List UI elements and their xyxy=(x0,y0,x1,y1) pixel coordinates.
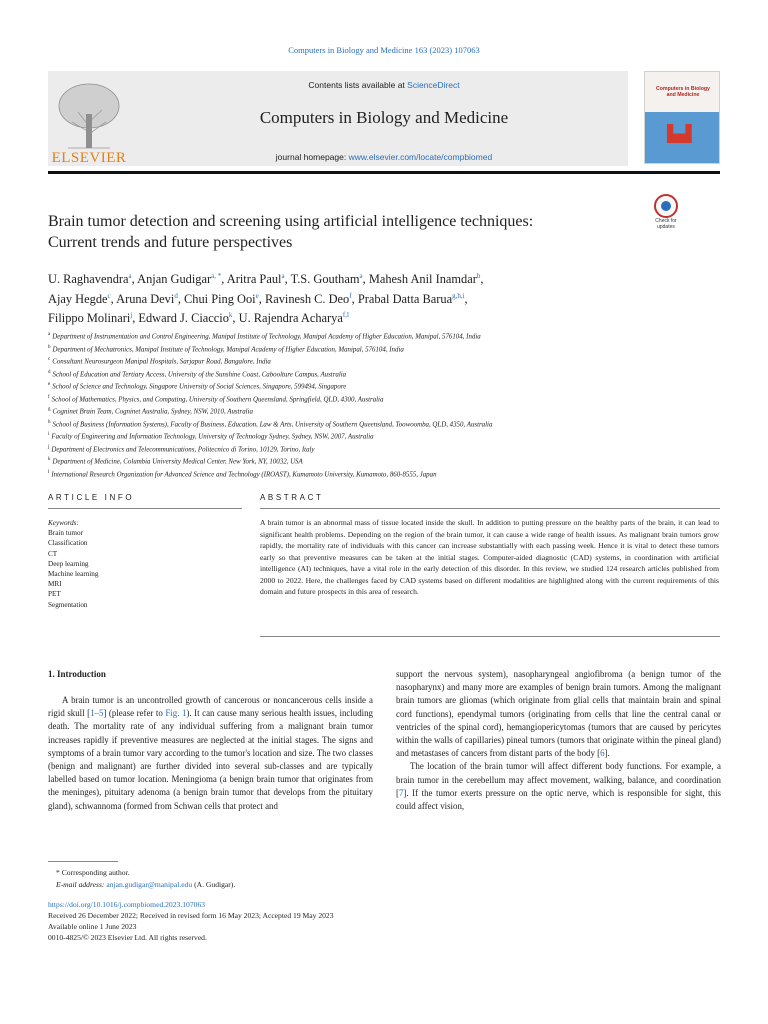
contents-prefix: Contents lists available at xyxy=(308,80,408,90)
contents-available-line xyxy=(140,80,628,90)
body-column-left xyxy=(48,694,373,813)
keyword: Segmentation xyxy=(48,600,88,609)
affiliation-marker[interactable]: k xyxy=(228,311,233,320)
introduction-heading: 1. Introduction xyxy=(48,669,106,679)
check-updates-label: Check for updates xyxy=(655,218,677,230)
affiliation-marker[interactable]: a xyxy=(128,272,132,280)
copyright-line: 0010-4825/© 2023 Elsevier Ltd. All rights reserved. xyxy=(48,933,207,942)
affiliation-item: $^i$ Faculty of Engineering and Information Technology, University of Technology Sydney, Sydney, NSW, 2007, Australia xyxy=(48,432,374,441)
journal-reference[interactable]: Computers in Biology and Medicine 163 (2023) 107063 xyxy=(288,45,480,55)
affiliation-marker[interactable]: c xyxy=(107,291,111,300)
check-for-updates-badge[interactable] xyxy=(648,194,684,232)
available-online: Available online 1 June 2023 xyxy=(48,922,137,931)
paper-title-line-2: Current trends and future perspectives xyxy=(48,234,293,251)
figure-link[interactable]: Fig. 1 xyxy=(165,708,187,719)
journal-homepage-link[interactable]: www.elsevier.com/locate/compbiomed xyxy=(348,152,493,162)
article-info-rule xyxy=(48,508,242,509)
keyword: CT xyxy=(48,549,58,558)
affiliation-marker[interactable]: f xyxy=(349,291,352,300)
author-name: Aritra Paul xyxy=(226,272,282,287)
keyword: PET xyxy=(48,590,61,599)
citation-link[interactable]: 7 xyxy=(398,787,404,798)
affiliation-item: $^e$ School of Science and Technology, Singapore University of Social Sciences, Singapore, 599494, Singapore xyxy=(48,382,347,391)
affiliation-marker[interactable]: f,l xyxy=(342,311,349,320)
body-paragraph: A brain tumor is an uncontrolled growth of cancerous or noncancerous cells inside a rigid skull [1–5] (please refer to Fig. 1). It can cause many serious health issues, including death. The mortality rate of any individual suffering from a malignant brain tumor increases rapidly if preventive measures are neglected at the initial stages. The signs and symptoms of a brain tumor vary according to the tumor's location and size. The two classes (benign and malignant) are further divided into several sub-classes and are typically labelled based on tumor location. Meningioma (a benign brain tumor that originates from the meninges), pituitary adenoma (a benign brain tumor that develops from the pituitary gland), schwannoma (formed from Schwan cells that protect and xyxy=(48,695,373,811)
affiliation-marker[interactable]: j xyxy=(130,311,133,320)
author-name: Anjan Gudigar xyxy=(137,272,212,287)
affiliation-item: $^k$ Department of Medicine, Columbia University Medical Center, New York, NY, 10032, USA xyxy=(48,457,303,466)
affiliation-item: $^b$ Department of Mechatronics, Manipal Institute of Technology, Manipal Academy of Higher Education, Manipal, 576104, India xyxy=(48,344,404,353)
footnote-divider xyxy=(48,861,118,862)
homepage-prefix: journal homepage: xyxy=(275,152,349,162)
keyword: MRI xyxy=(48,580,62,589)
abstract-text: A brain tumor is an abnormal mass of tissue located inside the skull. In addition to putting pressure on the healthy parts of the brain, it can lead to significant health problems. Depending on the region of the brain tumor, it can cause a wide range of health issues. As malignant brain tumors grow rapidly, the mortality rate of individuals with this cancer can increase substantially with each passing week. Hence it is vital to detect these tumors early so that preventive measures can be taken at the initial stages. Computer-aided diagnostic (CAD) systems, in coordination with artificial intelligence (AI) techniques, have a vital role in the early detection of this disorder. In this review, we studied 124 research articles published from 2000 to 2022. Here, the challenges faced by CAD systems based on different modalities are highlighted along with the current requirements of this domain and future prospects in this area of research. xyxy=(260,518,719,596)
author-name: Chui Ping Ooi xyxy=(184,291,256,306)
affiliation-item: $^h$ School of Business (Information Systems), Faculty of Business, Education, Law & Arts, University of Southern Queensland, Toowoomba, QLD, 4350, Australia xyxy=(48,419,493,428)
affiliation-item: $^j$ Department of Electronics and Telecommunications, Politecnico di Torino, 10129, Torino, Italy xyxy=(48,444,315,453)
cover-title: Computers in Biology and Medicine xyxy=(656,86,710,98)
affiliation-marker[interactable]: e xyxy=(255,291,259,300)
abstract-rule-bottom xyxy=(260,636,720,637)
body-column-right xyxy=(396,668,721,813)
keyword: Machine learning xyxy=(48,570,99,579)
paper-title-line-1: Brain tumor detection and screening using artificial intelligence techniques: xyxy=(48,213,534,230)
affiliation-marker[interactable]: g,h,i xyxy=(452,291,465,300)
author-name: U. Raghavendra xyxy=(48,272,129,287)
author-name: Aruna Devi xyxy=(116,291,175,306)
abstract-heading: ABSTRACT xyxy=(260,493,324,502)
corresponding-author-note: * Corresponding author. xyxy=(56,868,130,877)
citation-link[interactable]: 6 xyxy=(600,748,605,759)
email-link[interactable]: anjan.gudigar@manipal.edu xyxy=(106,880,193,889)
cover-graphic-icon: ▙▟ xyxy=(667,124,692,143)
abstract-rule-top xyxy=(260,508,720,509)
affiliation-marker[interactable]: b xyxy=(476,272,481,280)
author-name: Mahesh Anil Inamdar xyxy=(368,272,477,287)
affiliation-marker[interactable]: a, * xyxy=(211,272,222,280)
elsevier-wordmark: ELSEVIER xyxy=(51,150,127,166)
journal-title: Computers in Biology and Medicine xyxy=(259,108,509,127)
journal-cover-thumbnail[interactable] xyxy=(644,71,720,164)
author-name: Edward J. Ciaccio xyxy=(138,311,229,326)
affiliation-item: $^d$ School of Education and Tertiary Access, University of the Sunshine Coast, Caboolture Campus, Australia xyxy=(48,369,347,378)
affiliation-marker[interactable]: a xyxy=(281,272,285,280)
journal-homepage-line xyxy=(140,152,628,162)
affiliation-item: $^a$ Department of Instrumentation and Control Engineering, Manipal Institute of Technology, Manipal Academy of Higher Education, Manipal, 576104, India xyxy=(48,332,481,341)
author-name: Ravinesh C. Deo xyxy=(264,291,350,306)
header-divider xyxy=(48,171,720,174)
affiliation-marker[interactable]: d xyxy=(174,291,178,300)
email-note: E-mail address: anjan.gudigar@manipal.edu (A. Gudigar). xyxy=(56,880,236,889)
keywords-block xyxy=(48,518,228,610)
paper-title xyxy=(48,211,648,253)
affiliation-list xyxy=(48,330,720,480)
footnotes xyxy=(48,867,720,891)
author-name: Prabal Datta Barua xyxy=(357,291,453,306)
author-name: T.S. Goutham xyxy=(290,272,360,287)
received-dates: Received 26 December 2022; Received in revised form 16 May 2023; Accepted 19 May 2023 xyxy=(48,911,334,920)
sciencedirect-link[interactable]: ScienceDirect xyxy=(407,80,460,90)
author-name: Filippo Molinari xyxy=(48,311,131,326)
affiliation-item: $^c$ Consultant Neurosurgeon Manipal Hospitals, Sarjapur Road, Bangalore, India xyxy=(48,357,271,366)
article-info-heading: ARTICLE INFO xyxy=(48,493,135,502)
author-list: U. Raghavendra$^a$, Anjan Gudigar$^{a, *}$, Aritra Paul$^a$, T.S. Goutham$^a$, Mahesh Anil Inamdar$^b$, Ajay Hegde$^c$, Aruna Devi$^d$, Chui Ping Ooi$^e$, Ravinesh C. Deo$^f$, Prabal Datta Barua$^{g,h,i}$, Filippo Molinari$^j$, Edward J. Ciaccio$^k$, U. Rajendra Acharya$^{f,l}$ xyxy=(48,272,484,326)
keywords-label: Keywords: xyxy=(48,519,79,527)
body-paragraph: support the nervous system), nasopharyngeal angiofibroma (a benign tumor of the nasopharynx) and many more are examples of benign brain tumors. Among the malignant brain tumors are gliomas (which originate from glial cells that maintain brain and spinal cord functions), ependymal tumors (originating from cells that line the central canal or ventricles of the spinal cord), hemangiopericytomas (tumors that are caused by pericytes within the walls of capillaries) pineal tumors (tumors that originate within the pineal gland) and metastases of cancers from distant parts of the body [6]. xyxy=(396,669,721,759)
affiliation-item: $^g$ Cogninet Brain Team, Cogninet Australia, Sydney, NSW, 2010, Australia xyxy=(48,407,253,416)
keyword: Classification xyxy=(48,539,88,548)
affiliation-item: $^f$ School of Mathematics, Physics, and Computing, University of Southern Queensland, Springfield, QLD, 4300, Australia xyxy=(48,394,384,403)
body-paragraph: The location of the brain tumor will affect different body functions. For example, a brain tumor in the cerebellum may affect movement, walking, balance, and coordination [7]. If the tumor exerts pressure on the optic nerve, which is responsible for sight, this could affect vision, xyxy=(396,761,721,812)
keyword: Deep learning xyxy=(48,559,89,568)
publication-info xyxy=(48,899,720,943)
affiliation-item: $^l$ International Research Organization for Advanced Science and Technology (IROAST), Kumamoto University, Kumamoto, 860-8555, Japan xyxy=(48,469,437,478)
affiliation-marker[interactable]: a xyxy=(359,272,363,280)
check-updates-icon xyxy=(654,194,678,218)
keyword: Brain tumor xyxy=(48,529,83,538)
author-name: Ajay Hegde xyxy=(48,291,108,306)
doi-link[interactable]: https://doi.org/10.1016/j.compbiomed.2023.107063 xyxy=(48,900,206,909)
author-name: U. Rajendra Acharya xyxy=(238,311,343,326)
citation-link[interactable]: 1–5 xyxy=(90,708,104,719)
